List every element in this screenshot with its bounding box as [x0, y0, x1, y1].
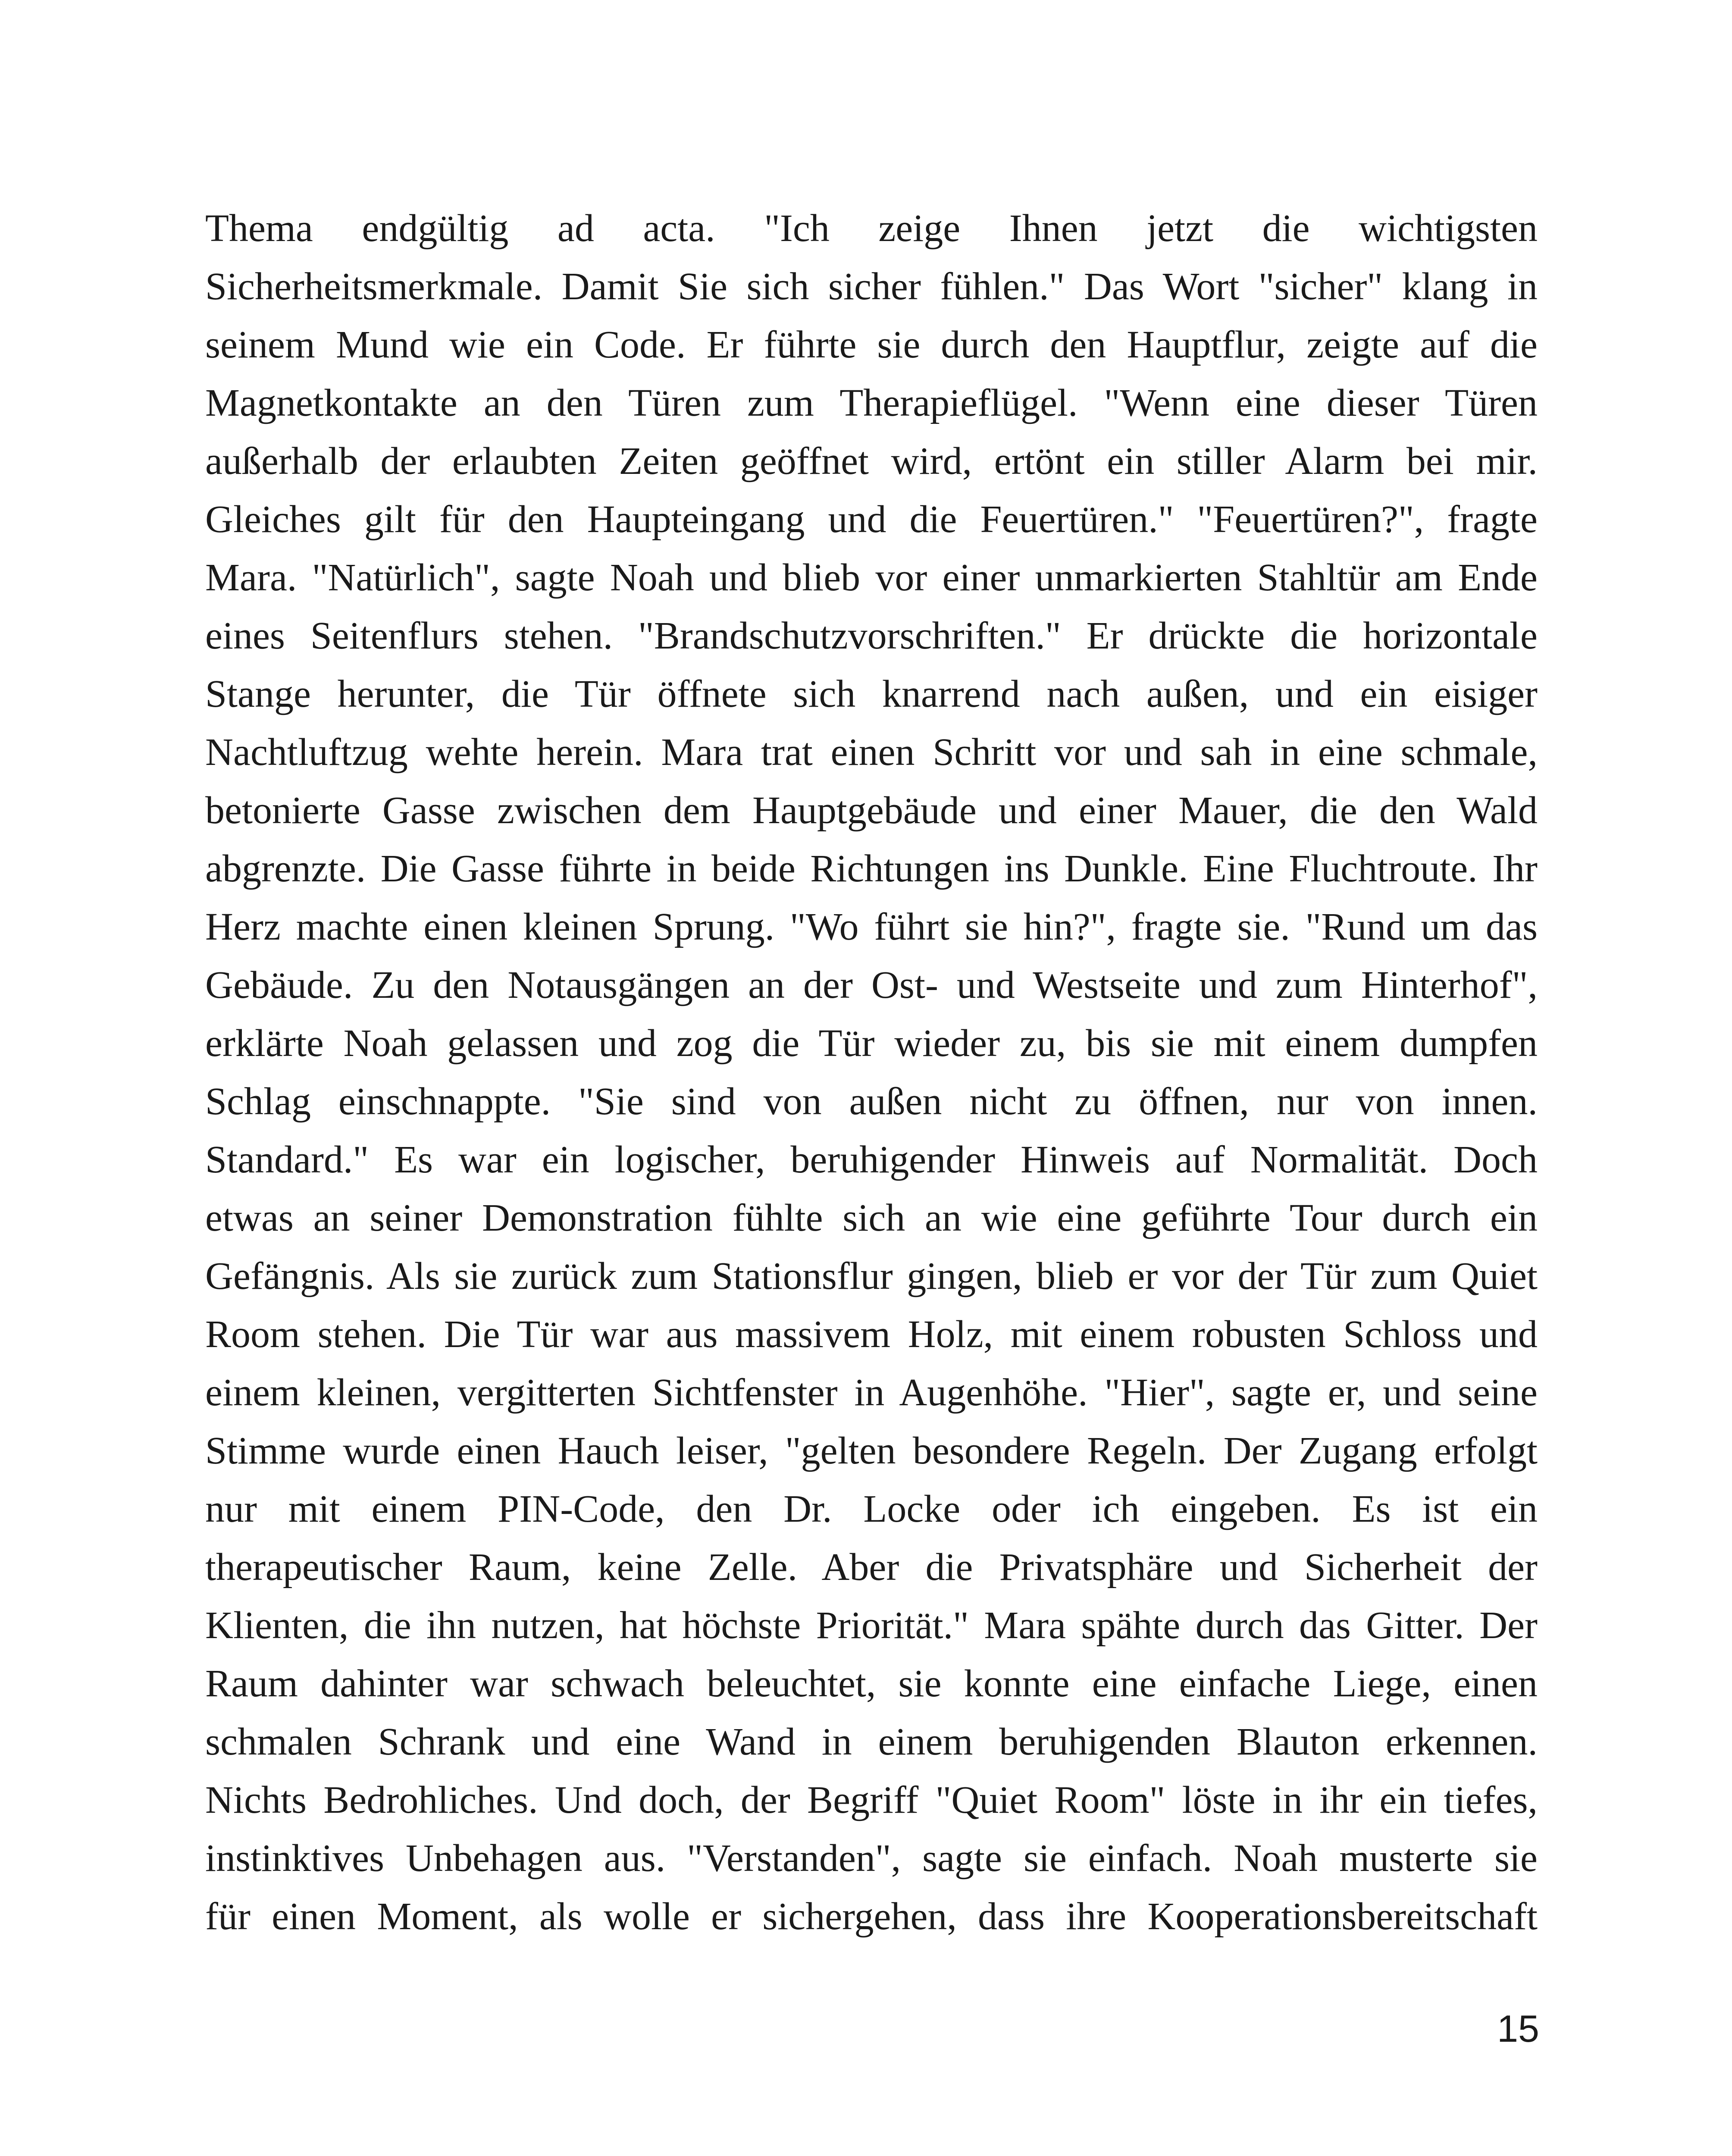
text-line: eines Seitenflurs stehen. "Brandschutzvorschriften." Er drückte die horizontale — [205, 614, 1538, 657]
text-line: Magnetkontakte an den Türen zum Therapieflügel. "Wenn eine dieser Türen — [205, 382, 1538, 424]
text-line: Klienten, die ihn nutzen, hat höchste Priorität." Mara spähte durch das Gitter. Der — [205, 1604, 1538, 1647]
text-line: betonierte Gasse zwischen dem Hauptgebäude und einer Mauer, die den Wald — [205, 789, 1538, 832]
text-line: Stange herunter, die Tür öffnete sich knarrend nach außen, und ein eisiger — [205, 673, 1538, 715]
text-line: Room stehen. Die Tür war aus massivem Holz, mit einem robusten Schloss und — [205, 1313, 1538, 1356]
text-line: Nichts Bedrohliches. Und doch, der Begriff "Quiet Room" löste in ihr ein tiefes, — [205, 1779, 1538, 1821]
text-line: Gleiches gilt für den Haupteingang und die Feuertüren." "Feuertüren?", fragte — [205, 498, 1538, 541]
text-line: abgrenzte. Die Gasse führte in beide Richtungen ins Dunkle. Eine Fluchtroute. Ihr — [205, 847, 1538, 890]
text-line: schmalen Schrank und eine Wand in einem beruhigenden Blauton erkennen. — [205, 1720, 1538, 1763]
text-line: Raum dahinter war schwach beleuchtet, sie konnte eine einfache Liege, einen — [205, 1662, 1538, 1705]
text-line: seinem Mund wie ein Code. Er führte sie durch den Hauptflur, zeigte auf die — [205, 323, 1538, 366]
text-line: einem kleinen, vergitterten Sichtfenster in Augenhöhe. "Hier", sagte er, und seine — [205, 1371, 1538, 1414]
body-text — [205, 199, 1538, 1946]
text-line: Thema endgültig ad acta. "Ich zeige Ihnen jetzt die wichtigsten — [205, 207, 1538, 250]
text-line: Standard." Es war ein logischer, beruhigender Hinweis auf Normalität. Doch — [205, 1138, 1538, 1181]
text-line: Mara. "Natürlich", sagte Noah und blieb vor einer unmarkierten Stahltür am Ende — [205, 556, 1538, 599]
text-line: Schlag einschnappte. "Sie sind von außen nicht zu öffnen, nur von innen. — [205, 1080, 1538, 1123]
text-line: außerhalb der erlaubten Zeiten geöffnet wird, ertönt ein stiller Alarm bei mir. — [205, 440, 1538, 483]
text-line: erklärte Noah gelassen und zog die Tür wieder zu, bis sie mit einem dumpfen — [205, 1022, 1538, 1065]
text-line: nur mit einem PIN-Code, den Dr. Locke oder ich eingeben. Es ist ein — [205, 1488, 1538, 1530]
text-line: etwas an seiner Demonstration fühlte sich an wie eine geführte Tour durch ein — [205, 1197, 1538, 1239]
text-line: Nachtluftzug wehte herein. Mara trat einen Schritt vor und sah in eine schmale, — [205, 731, 1538, 774]
text-line: Stimme wurde einen Hauch leiser, "gelten besondere Regeln. Der Zugang erfolgt — [205, 1429, 1538, 1472]
text-line: Gebäude. Zu den Notausgängen an der Ost- und Westseite und zum Hinterhof", — [205, 964, 1538, 1006]
text-line: Gefängnis. Als sie zurück zum Stationsflur gingen, blieb er vor der Tür zum Quiet — [205, 1255, 1538, 1297]
text-line: für einen Moment, als wolle er sichergehen, dass ihre Kooperationsbereitschaft — [205, 1895, 1538, 1938]
text-line: instinktives Unbehagen aus. "Verstanden", sagte sie einfach. Noah musterte sie — [205, 1837, 1538, 1880]
text-line: therapeutischer Raum, keine Zelle. Aber die Privatsphäre und Sicherheit der — [205, 1546, 1538, 1589]
page-number: 15 — [1497, 2007, 1539, 2050]
text-line: Sicherheitsmerkmale. Damit Sie sich sicher fühlen." Das Wort "sicher" klang in — [205, 265, 1538, 308]
text-line: Herz machte einen kleinen Sprung. "Wo führt sie hin?", fragte sie. "Rund um das — [205, 906, 1538, 948]
